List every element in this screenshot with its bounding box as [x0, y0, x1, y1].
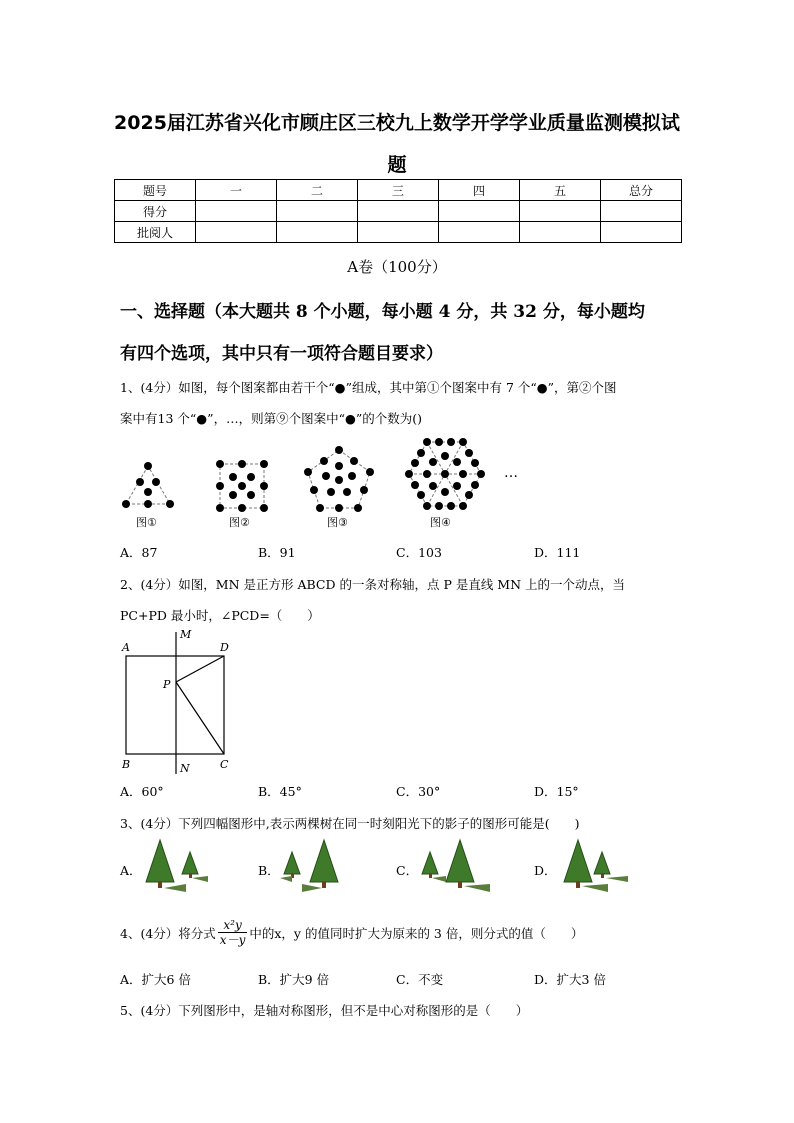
- part1-heading-line1: 一、选择题（本大题共 8 个小题，每小题 4 分，共 32 分，每小题均: [120, 302, 645, 322]
- score-cell: [196, 201, 277, 222]
- q4-option-d[interactable]: D．扩大3 倍: [534, 972, 606, 987]
- score-table-row-score: [115, 201, 682, 222]
- q1-figure-triangle: [118, 458, 178, 514]
- q3-option-d[interactable]: D．: [534, 863, 557, 878]
- score-cell: [601, 201, 682, 222]
- q1-option-a[interactable]: A．87: [120, 545, 158, 560]
- q4-option-b[interactable]: B．扩大9 倍: [258, 972, 330, 987]
- q2-option-c[interactable]: C．30°: [396, 784, 441, 799]
- score-table-row-label: 得分: [115, 201, 196, 222]
- q1-figure-square: [214, 458, 270, 514]
- q2-label-n: N: [180, 762, 190, 775]
- q2-option-b[interactable]: B．45°: [258, 784, 302, 799]
- q2-stem-line1: 2、(4分）如图，MN 是正方形 ABCD 的一条对称轴，点 P 是直线 MN 上的一个动点，当: [120, 577, 626, 592]
- score-cell: [277, 201, 358, 222]
- score-cell: [439, 222, 520, 243]
- q1-stem-line1: 1、(4分）如图，每个图案都由若干个“●”组成，其中第①个图案中有 7 个“●”，第②个图: [120, 380, 617, 395]
- q4-stem: [120, 918, 583, 948]
- q3-option-a[interactable]: A．: [120, 863, 142, 878]
- q1-fig-label-1: 图①: [136, 516, 157, 529]
- q4-option-a[interactable]: A．扩大6 倍: [120, 972, 191, 987]
- q1-option-c[interactable]: C．103: [396, 545, 442, 560]
- score-table-header: 三: [358, 180, 439, 201]
- score-cell: [439, 201, 520, 222]
- score-table-header: 总分: [601, 180, 682, 201]
- q2-label-a: A: [122, 641, 130, 654]
- exam-title-line1: 2025届江苏省兴化市顾庄区三校九上数学开学学业质量监测模拟试: [114, 112, 680, 134]
- q3-stem: 3、(4分）下列四幅图形中,表示两棵树在同一时刻阳光下的影子的图形可能是( ): [120, 816, 580, 831]
- score-table-row-reviewer: [115, 222, 682, 243]
- q3-option-a-trees: [140, 838, 210, 894]
- q1-stem-line2: 案中有13 个“●”，…，则第⑨个图案中“●”的个数为(): [120, 411, 423, 426]
- score-table: [114, 179, 682, 243]
- score-table-row-label: 批阅人: [115, 222, 196, 243]
- score-table-header: 二: [277, 180, 358, 201]
- q2-label-m: M: [180, 628, 192, 641]
- score-cell: [601, 222, 682, 243]
- score-cell: [358, 201, 439, 222]
- score-cell: [520, 201, 601, 222]
- q1-fig-label-2: 图②: [229, 516, 250, 529]
- q4-fraction-numerator: x²y: [218, 918, 248, 933]
- q3-option-b[interactable]: B．: [258, 863, 280, 878]
- part1-heading-line2: 有四个选项，其中只有一项符合题目要求）: [120, 344, 443, 364]
- score-cell: [277, 222, 358, 243]
- section-a-heading: A卷（100分）: [347, 258, 447, 276]
- q4-stem-prefix: 4、(4分）将分式: [120, 925, 216, 941]
- q2-label-c: C: [220, 758, 229, 771]
- q1-option-d[interactable]: D．111: [534, 545, 581, 560]
- q2-option-a[interactable]: A．60°: [120, 784, 164, 799]
- q2-label-d: D: [220, 641, 229, 654]
- q2-option-d[interactable]: D．15°: [534, 784, 579, 799]
- score-table-header: 四: [439, 180, 520, 201]
- exam-title-line2: 题: [387, 154, 407, 176]
- q2-label-b: B: [122, 758, 131, 771]
- score-table-header-row: [115, 180, 682, 201]
- q1-figure-hexagon: [405, 438, 485, 510]
- q1-fig-label-3: 图③: [327, 516, 348, 529]
- q4-fraction: [218, 918, 248, 948]
- score-cell: [520, 222, 601, 243]
- score-table-header: 五: [520, 180, 601, 201]
- q5-stem: 5、(4分）下列图形中，是轴对称图形，但不是中心对称图形的是（ ）: [120, 1003, 529, 1018]
- score-table-header: 题号: [115, 180, 196, 201]
- q4-fraction-denominator: x－y: [219, 933, 246, 948]
- q3-option-c[interactable]: C．: [396, 863, 419, 878]
- q4-option-c[interactable]: C．不变: [396, 972, 444, 987]
- q1-option-b[interactable]: B．91: [258, 545, 296, 560]
- q4-stem-suffix: 中的x，y 的值同时扩大为原来的 3 倍，则分式的值（ ）: [249, 925, 584, 941]
- q3-option-c-trees: [418, 838, 494, 894]
- score-cell: [358, 222, 439, 243]
- q2-label-p: P: [163, 678, 171, 691]
- q1-figure-pentagon: [304, 446, 374, 512]
- score-cell: [196, 222, 277, 243]
- q1-fig-label-4: 图④: [430, 516, 451, 529]
- q3-option-b-trees: [278, 838, 348, 894]
- score-table-header: 一: [196, 180, 277, 201]
- q2-stem-line2: PC+PD 最小时，∠PCD=（ ）: [120, 608, 320, 623]
- q1-ellipsis: …: [504, 465, 518, 481]
- q3-option-d-trees: [556, 838, 632, 894]
